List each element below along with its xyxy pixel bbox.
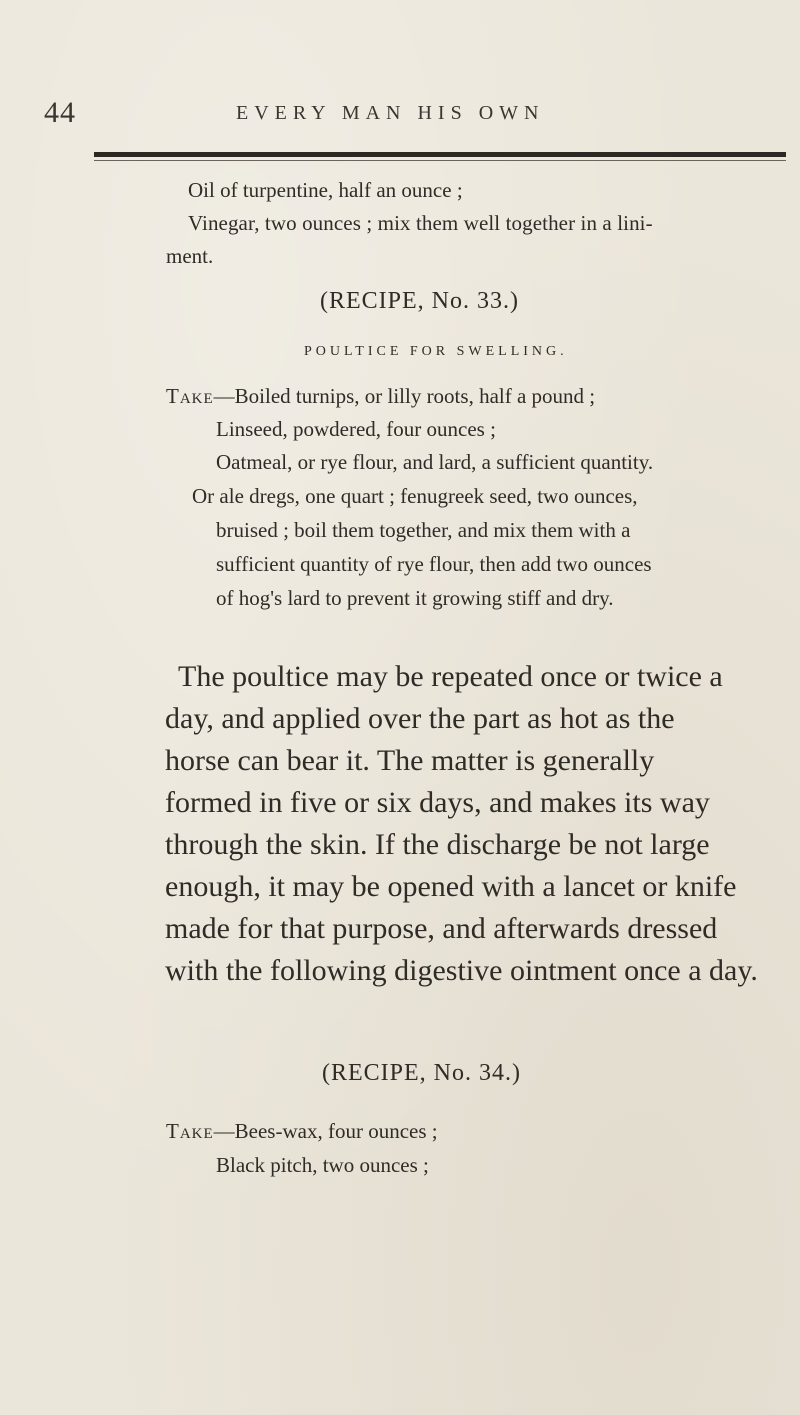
text-line: horse can bear it. The matter is generally [165,744,655,777]
text-line: Vinegar, two ounces ; mix them well together in a lini- [188,211,653,235]
text-line: The poultice may be repeated once or twice a [178,660,723,693]
text-line: formed in five or six days, and makes its way [165,786,710,819]
text-line: ment. [166,244,214,268]
take-word: Take [166,384,214,408]
text-line: Black pitch, two ounces ; [216,1153,429,1177]
text-segment: —Bees-wax, four ounces ; [213,1119,438,1143]
page-header [44,96,760,136]
page-number: 44 [44,96,76,129]
text-line: sufficient quantity of rye flour, then add two ounces [216,552,652,576]
text-line: Oil of turpentine, half an ounce ; [188,178,463,202]
recipe-title: (RECIPE, No. 33.) [320,288,519,314]
text-line: Or ale dregs, one quart ; fenugreek seed, two ounces, [192,484,638,508]
text-line: enough, it may be opened with a lancet or knife [165,870,737,903]
text-line: day, and applied over the part as hot as the [165,702,675,735]
text-segment: —Boiled turnips, or lilly roots, half a pound ; [213,384,596,408]
text-line: with the following digestive ointment once a day. [165,954,758,987]
text-line: of hog's lard to prevent it growing stiff and dry. [216,586,614,610]
take-word: Take [166,1119,214,1143]
text-line [166,1115,438,1147]
header-rule-thin [94,160,786,161]
text-line: made for that purpose, and afterwards dressed [165,912,718,945]
text-line: Oatmeal, or rye flour, and lard, a sufficient quantity. [216,450,654,474]
text-line: through the skin. If the discharge be not large [165,828,710,861]
header-rule [94,152,786,157]
running-head: EVERY MAN HIS OWN [236,102,545,124]
text-line: Linseed, powdered, four ounces ; [216,417,496,441]
text-line: bruised ; boil them together, and mix them with a [216,518,631,542]
text-line [166,380,595,412]
recipe-title: (RECIPE, No. 34.) [322,1060,521,1086]
recipe-subtitle: POULTICE FOR SWELLING. [304,344,568,359]
